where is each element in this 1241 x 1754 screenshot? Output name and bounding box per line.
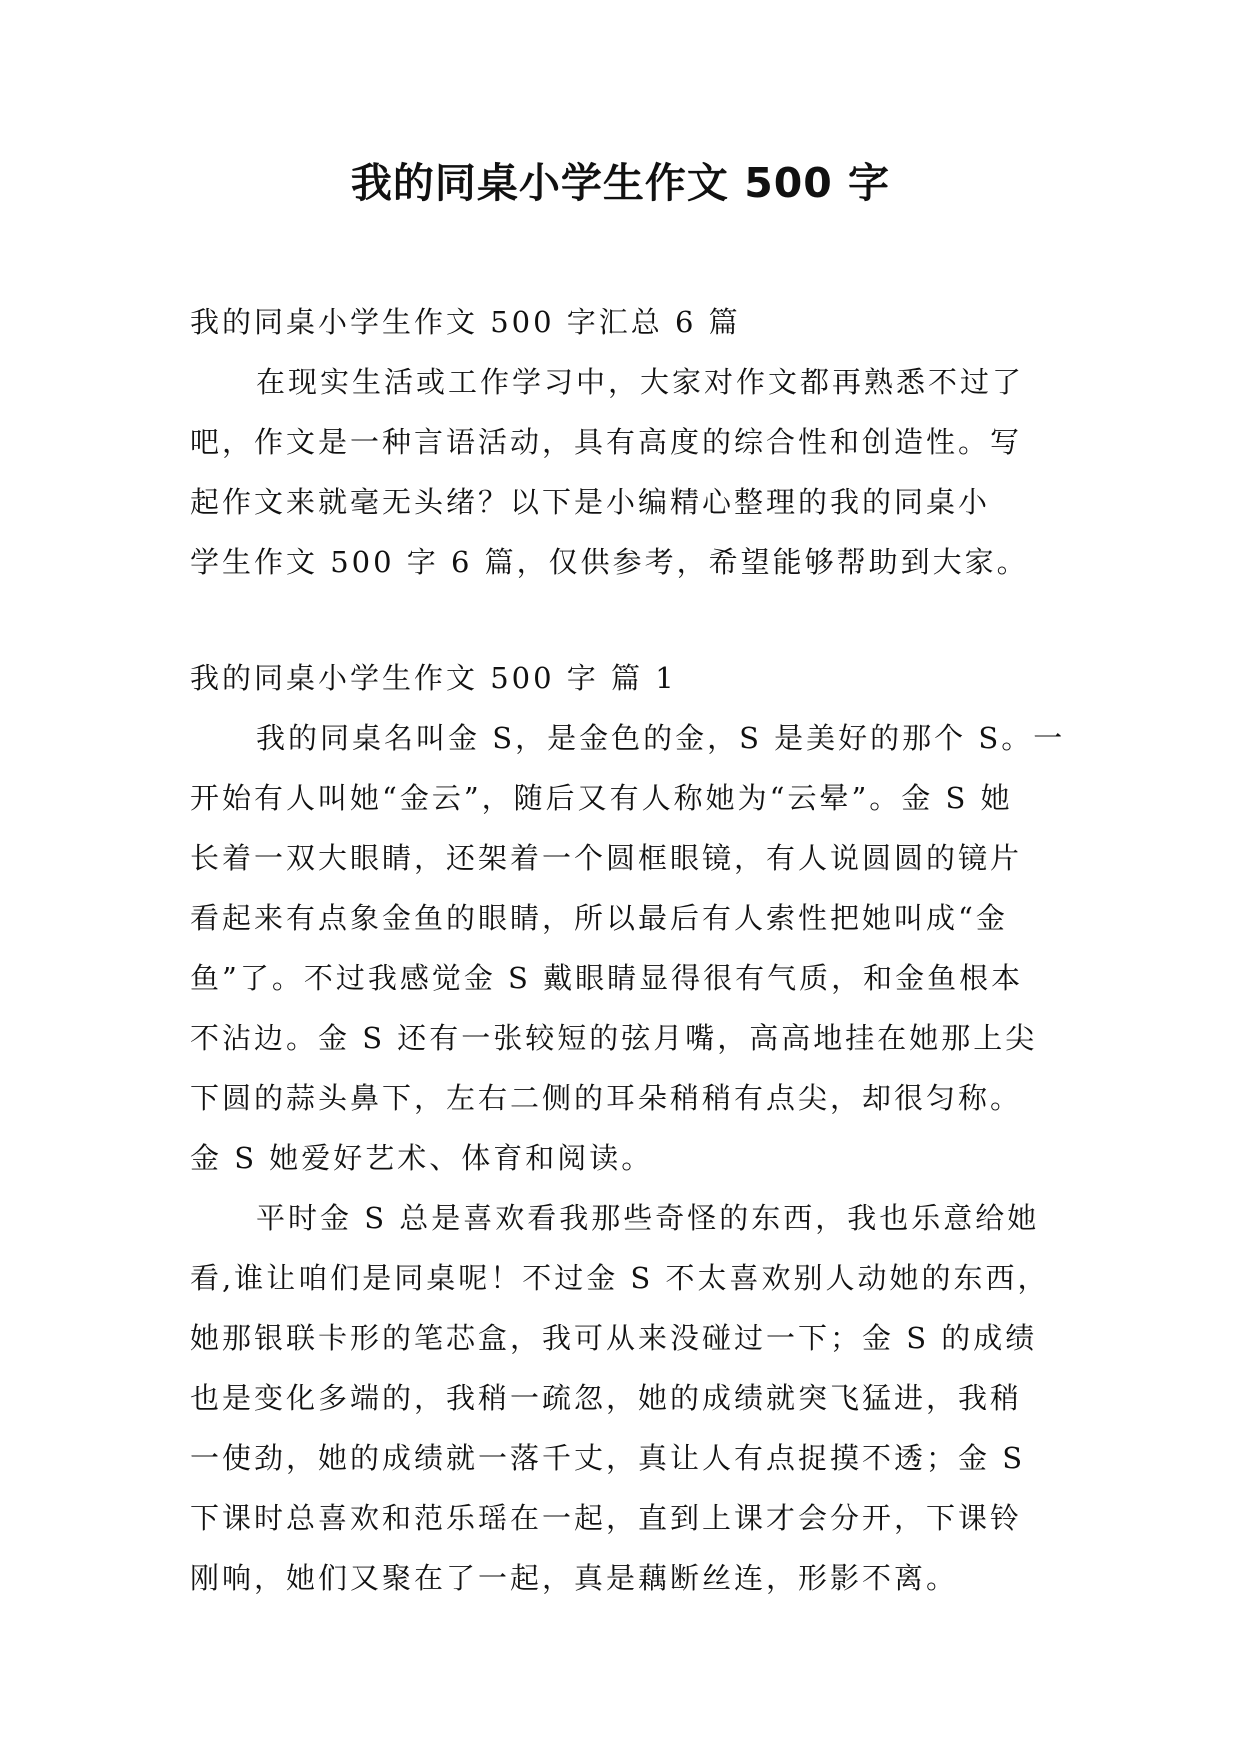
document-body — [190, 292, 1066, 1608]
paragraph-line: 开始有人叫她“金云”，随后又有人称她为“云晕”。金 S 她 — [190, 781, 1013, 815]
paragraph-line: 看起来有点象金鱼的眼睛，所以最后有人索性把她叫成“金 — [190, 901, 1008, 935]
essay-paragraph-2 — [190, 1188, 1060, 1608]
paragraph-line: 金 S 她爱好艺术、体育和阅读。 — [190, 1141, 654, 1175]
paragraph-line: 下圆的蒜头鼻下，左右二侧的耳朵稍稍有点尖，却很匀称。 — [190, 1081, 1023, 1115]
subtitle: 我的同桌小学生作文 500 字汇总 6 篇 — [190, 305, 741, 339]
paragraph-line: 平时金 S 总是喜欢看我那些奇怪的东西，我也乐意给她 — [256, 1201, 1040, 1235]
page-title: 我的同桌小学生作文 500 字 — [350, 159, 891, 207]
paragraph-line: 我的同桌名叫金 S，是金色的金，S 是美好的那个 S。一 — [256, 721, 1066, 755]
paragraph-line: 一使劲，她的成绩就一落千丈，真让人有点捉摸不透；金 S — [190, 1441, 1026, 1475]
section-gap — [190, 592, 1060, 648]
paragraph-line: 刚响，她们又聚在了一起，真是藕断丝连，形影不离。 — [190, 1561, 959, 1595]
paragraph-line: 看,谁让咱们是同桌呢！不过金 S 不太喜欢别人动她的东西， — [190, 1261, 1050, 1295]
paragraph-line: 下课时总喜欢和范乐瑶在一起，直到上课才会分开，下课铃 — [190, 1501, 1023, 1535]
paragraph-line: 也是变化多端的，我稍一疏忽，她的成绩就突飞猛进，我稍 — [190, 1381, 1023, 1415]
paragraph-line: 她那银联卡形的笔芯盒，我可从来没碰过一下；金 S 的成绩 — [190, 1321, 1038, 1355]
paragraph-line: 不沾边。金 S 还有一张较短的弦月嘴，高高地挂在她那上尖 — [190, 1021, 1038, 1055]
paragraph-line: 鱼”了。不过我感觉金 S 戴眼睛显得很有气质，和金鱼根本 — [190, 961, 1024, 995]
intro-line: 起作文来就毫无头绪？以下是小编精心整理的我的同桌小 — [190, 485, 991, 519]
essay-paragraph-1 — [190, 708, 1066, 1188]
section-heading: 我的同桌小学生作文 500 字 篇 1 — [190, 661, 677, 695]
intro-line: 在现实生活或工作学习中，大家对作文都再熟悉不过了 — [256, 365, 1025, 399]
intro-paragraph — [190, 352, 1060, 592]
paragraph-line: 长着一双大眼睛，还架着一个圆框眼镜，有人说圆圆的镜片 — [190, 841, 1023, 875]
intro-line: 学生作文 500 字 6 篇，仅供参考，希望能够帮助到大家。 — [190, 545, 1029, 579]
intro-line: 吧，作文是一种言语活动，具有高度的综合性和创造性。写 — [190, 425, 1023, 459]
